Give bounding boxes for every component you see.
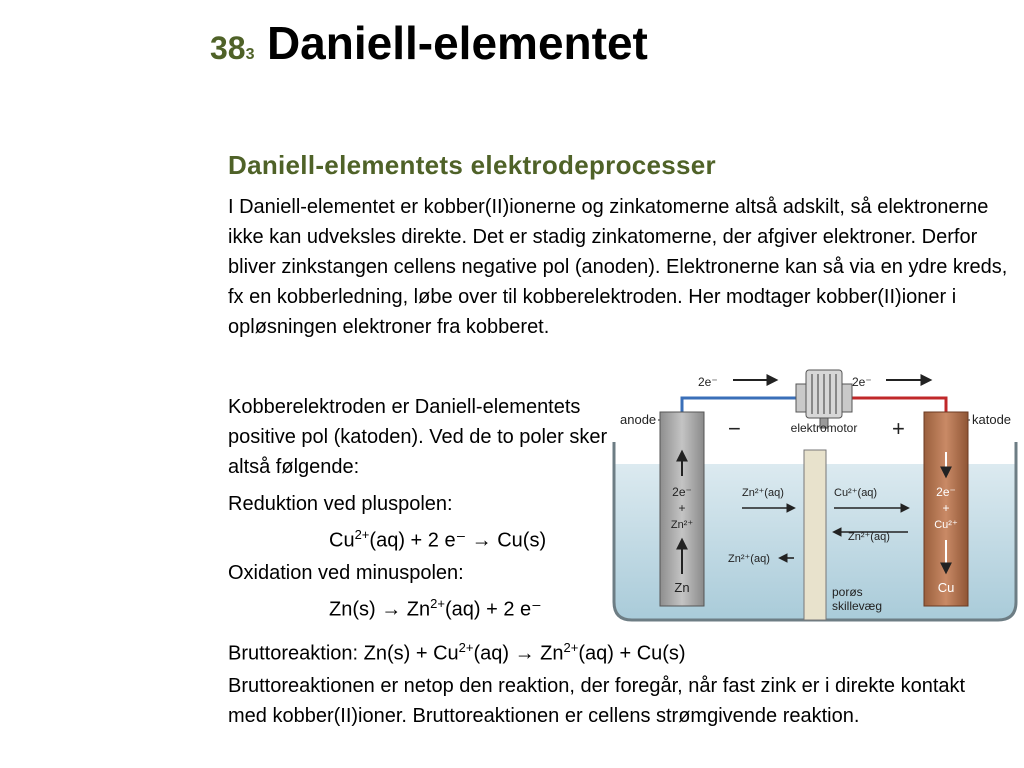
reduction-label: Reduktion ved pluspolen:: [228, 493, 453, 515]
gross-reaction: [228, 633, 686, 669]
motor-icon: [796, 370, 852, 428]
reduction-equation: [329, 520, 546, 556]
cathode-label: katode: [972, 412, 1012, 427]
section-heading: Daniell-elementets elektrodeprocesser: [228, 150, 716, 180]
plus-sign: +: [892, 416, 905, 441]
slide-title-block: [210, 16, 648, 70]
ion-label-zn-left-upper: Zn²⁺(aq): [848, 531, 890, 543]
membrane-label-2: skillevæg: [832, 599, 883, 613]
reduction-rest: (aq) + 2 e⁻ → Cu(s): [369, 529, 547, 552]
electron-label-left: 2e⁻: [698, 375, 718, 389]
kobber-paragraph: Kobberelektroden er Daniell-elementets positive pol (katoden). Ved de to poler sker altså følgende:: [228, 396, 608, 478]
gross-prefix: Bruttoreaktion: Zn(s) + Cu: [228, 642, 459, 665]
copper-rod-line3: Cu²⁺: [934, 519, 958, 531]
wire-cathode: [852, 398, 946, 412]
electron-label-right: 2e⁻: [852, 375, 872, 389]
oxidation-prefix: Zn(s) → Zn: [329, 598, 431, 621]
copper-rod-bottom: Cu: [937, 580, 955, 595]
ion-label-zn-right: Zn²⁺(aq): [742, 487, 784, 499]
oxidation-equation: [329, 589, 542, 625]
ion-label-cu-left: Cu²⁺(aq): [834, 487, 878, 499]
zinc-rod-bottom: Zn: [674, 580, 690, 595]
porous-membrane: [804, 450, 826, 620]
anode-label: anode: [620, 412, 657, 427]
oxidation-charge: 2+: [430, 596, 445, 611]
oxidation-suffix: (aq) + 2 e⁻: [444, 598, 542, 621]
minus-sign: −: [728, 416, 741, 441]
copper-rod-line2: +: [942, 501, 950, 515]
gross-suffix: (aq) + Cu(s): [578, 642, 686, 665]
chapter-number: 38: [210, 30, 246, 66]
slide-title: Daniell-elementet: [266, 17, 648, 69]
bottom-paragraph: Bruttoreaktionen er netop den reaktion, der foregår, når fast zink er i direkte kontakt med kobber(II)ioner. Bruttoreaktionen er cellens strømgivende reaktion.: [228, 675, 966, 727]
intro-paragraph: I Daniell-elementet er kobber(II)ionerne og zinkatomerne altså adskilt, så elektronerne ikke kan udveksles direkte. Det er stadig zinkatomerne, der afgiver elektroner. Derfor bliver zinkstangen cellens negative pol (anoden). Elektronerne kan så via en ydre kreds, fx en kobberledning, løbe over til kobberelektroden. Her modtager kobber(II)ioner i opløsningen elektroner fra kobberet.: [228, 196, 1008, 338]
zinc-rod-line2: +: [678, 501, 686, 515]
gross-charge-1: 2+: [458, 640, 474, 655]
membrane-label-1: porøs: [832, 585, 863, 599]
zinc-rod-line3: Zn²⁺: [670, 519, 694, 531]
reduction-species: Cu: [329, 529, 355, 552]
chapter-subnumber: 3: [245, 46, 255, 63]
daniell-cell-diagram: [608, 360, 1020, 628]
motor-label: elektromotor: [790, 421, 858, 435]
wire-anode: [682, 398, 796, 412]
gross-charge-2: 2+: [563, 640, 579, 655]
gross-middle: (aq) → Zn: [473, 642, 564, 665]
copper-rod-line1: 2e⁻: [936, 485, 956, 499]
reduction-charge: 2+: [354, 527, 370, 542]
zinc-rod-line1: 2e⁻: [672, 485, 692, 499]
ion-label-zn-left-lower: Zn²⁺(aq): [728, 553, 770, 565]
oxidation-label: Oxidation ved minuspolen:: [228, 562, 464, 584]
